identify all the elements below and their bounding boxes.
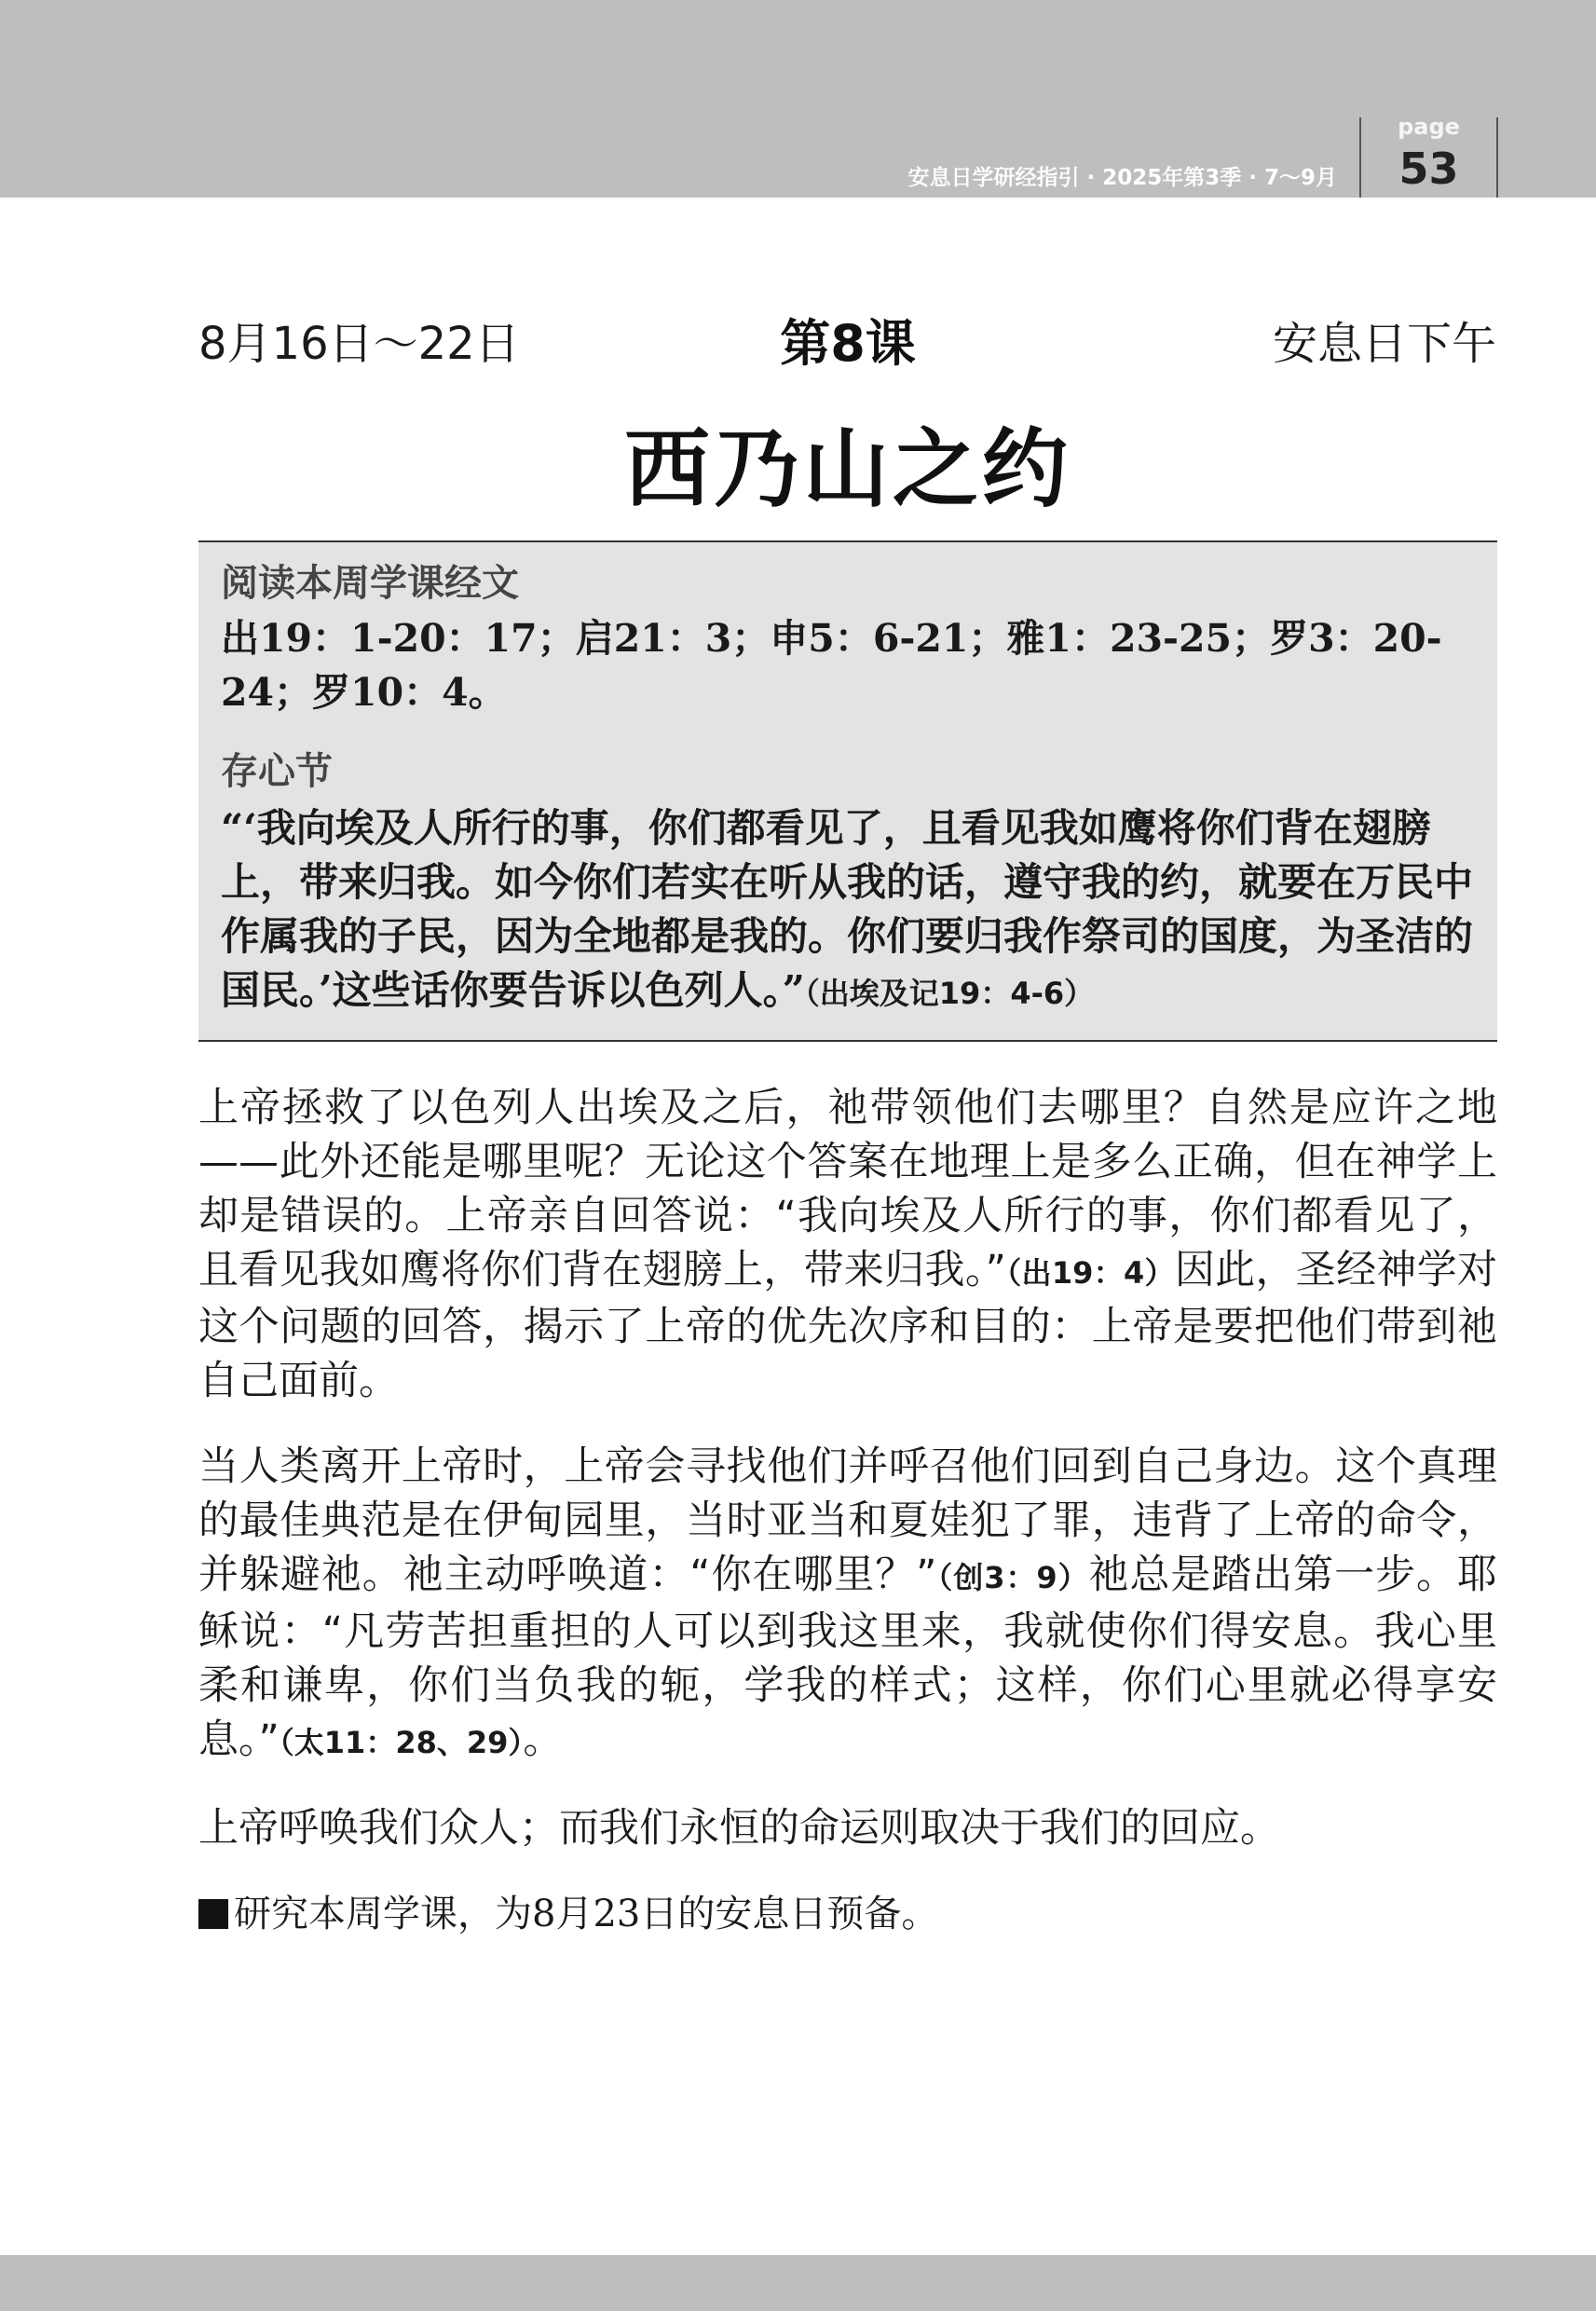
paragraph-2-text-a: 当人类离开上帝时，上帝会寻找他们并呼召他们回到自己身边。这个真理的最佳典范是在伊甸园里，当时亚当和夏娃犯了罪，违背了上帝的命令，并躲避祂。祂主动呼唤道：“你在哪里？”	[198, 1443, 1497, 1598]
paragraph-2-reference-1: （创3：9）	[936, 1560, 1089, 1595]
lesson-number: 第8课	[780, 314, 916, 373]
page-number: 53	[1398, 144, 1459, 194]
memory-verse-label: 存心节	[221, 750, 333, 793]
paragraph-1	[198, 1081, 1497, 1408]
paragraph-2-text-b: 祂总是踏出第一步。耶稣说：“凡劳苦担重担的人可以到我这里来，我就使你们得安息。我心里柔和谦卑，你们当负我的轭，学我的样式；这样，你们心里就必得享安息。”	[198, 1552, 1497, 1763]
memory-verse-reference: （出埃及记19：4-6）	[804, 976, 1095, 1011]
running-title: 安息日学研经指引 · 2025年第3季 · 7～9月	[907, 166, 1337, 190]
paragraph-1-reference: （出19：4）	[1005, 1255, 1175, 1291]
lesson-day: 安息日下午	[1272, 318, 1496, 370]
page-divider-right	[1496, 117, 1498, 198]
lesson-title: 西乃山之约	[623, 418, 1071, 519]
page-label: page	[1398, 114, 1460, 140]
study-note	[198, 1887, 1497, 1941]
black-square-icon	[198, 1899, 228, 1929]
reading-box	[198, 540, 1497, 1042]
paragraph-2-text-c: 。	[523, 1716, 564, 1763]
paragraph-2	[198, 1440, 1497, 1770]
lesson-date-range: 8月16日～22日	[198, 318, 520, 370]
paragraph-1-text-b: 因此，圣经神学对这个问题的回答，揭示了上帝的优先次序和目的：上帝是要把他们带到祂自己面前。	[198, 1247, 1498, 1404]
body-text	[198, 1081, 1497, 1973]
paragraph-2-reference-2: （太11：28、29）	[279, 1725, 524, 1760]
paragraph-3: 上帝呼唤我们众人；而我们永恒的命运则取决于我们的回应。	[198, 1805, 1280, 1852]
study-note-text: 研究本周学课，为8月23日的安息日预备。	[234, 1893, 939, 1935]
memory-verse-text: “‘我向埃及人所行的事，你们都看见了，且看见我如鹰将你们背在翅膀上，带来归我。如今你们若实在听从我的话，遵守我的约，就要在万民中作属我的子民，因为全地都是我的。你们要归我作祭司的国度，为圣洁的国民。’这些话你要告诉以色列人。”	[221, 805, 1474, 1013]
memory-verse	[221, 801, 1477, 1020]
reading-references: 出19：1-20：17；启21：3；申5：6-21；雅1：23-25；罗3：20-24；罗10：4。	[221, 616, 1442, 715]
header-band	[0, 0, 1596, 198]
footer-band	[0, 2255, 1596, 2311]
paragraph-1-text-a: 上帝拯救了以色列人出埃及之后，祂带领他们去哪里？自然是应许之地——此外还能是哪里呢？无论这个答案在地理上是多么正确，但在神学上却是错误的。上帝亲自回答说：“我向埃及人所行的事，你们都看见了，且看见我如鹰将你们背在翅膀上，带来归我。”	[198, 1085, 1497, 1293]
reading-label: 阅读本周学课经文	[221, 562, 519, 605]
